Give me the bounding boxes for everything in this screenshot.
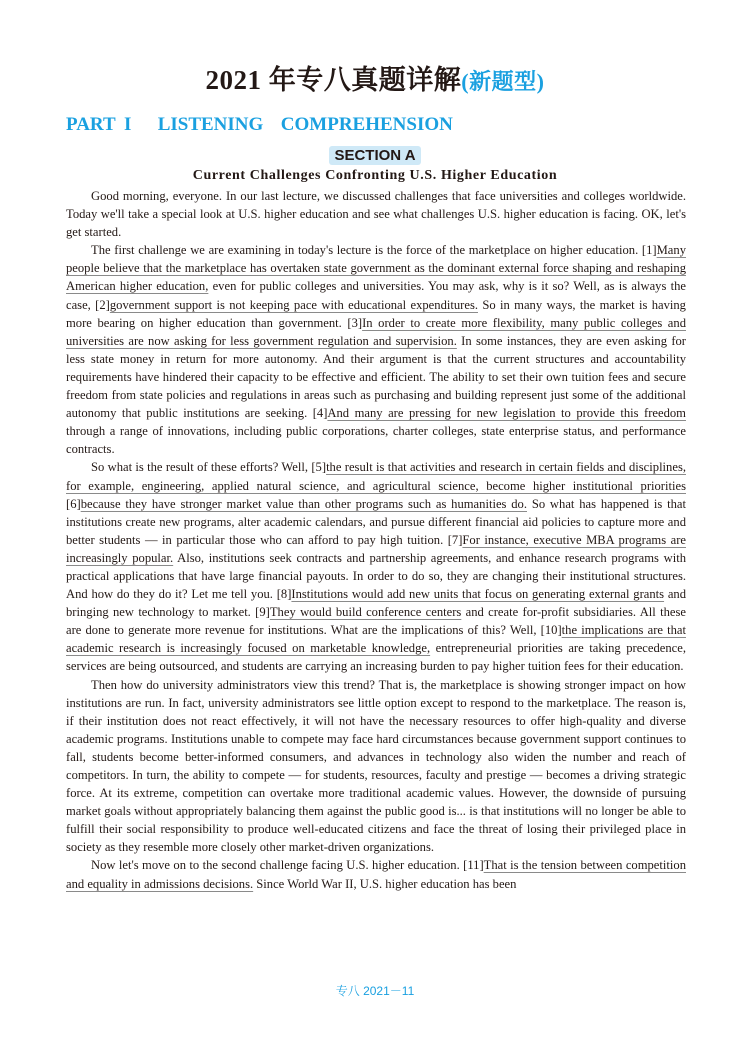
underlined-answer-text: They would build conference centers — [269, 605, 462, 620]
body-text: Also, institutions seek contracts and partnership agreements, and enhance research programs with practical applications that have large financial payouts. In order to do so, they are changing their institutional structures. And how do they do it? Let me tell you. [8] — [66, 550, 686, 602]
underlined-answer-text: That is the tension between competition and equality in admissions decisions. — [66, 858, 686, 891]
article-title: Current Challenges Confronting U.S. Higher Education — [192, 168, 558, 183]
body-text: The first challenge we are examining in today's lecture is the force of the marketplace on higher education. [1] — [91, 243, 657, 258]
body-text: even for public colleges and universities. You may ask, why is it so? Well, as is always the case, [2] — [66, 279, 686, 312]
body-text: entrepreneurial priorities are taking precedence, services are being outsourced, and students are carrying an increasing burden to pay higher tuition fees for their education. — [66, 641, 686, 674]
body-text: So what is the result of these efforts? Well, [5] — [91, 460, 327, 475]
article-body — [66, 187, 686, 893]
body-text: Since World War II, U.S. higher education has been — [253, 876, 517, 891]
page-title-sub: (新题型) — [461, 69, 545, 94]
underlined-answer-text: the result is that activities and research in certain fields and disciplines, for example, engineering, applied natural science, and agricultural science, become higher institutional priorities — [66, 460, 686, 493]
underlined-answer-text: For instance, executive MBA programs are increasingly popular. — [66, 532, 686, 565]
section-label — [0, 146, 750, 165]
body-text: through a range of innovations, including public corporations, charter colleges, state enterprise status, and performance contracts. — [66, 424, 686, 457]
underlined-answer-text: the implications are that academic research is increasingly focused on marketable knowledge, — [66, 623, 686, 656]
paragraph — [66, 187, 686, 241]
underlined-answer-text: And many are pressing for new legislation to provide this freedom — [327, 406, 686, 421]
underlined-answer-text: In order to create more flexibility, many public colleges and universities are now asking for less government regulation and supervision. — [66, 315, 686, 348]
body-text: In some instances, they are even asking for less state money in return for more autonomy. And their argument is that the current structures and accountability requirements have hindered their capacity to be effective and efficient. The ability to set their own tuition fees and secure freedom from state policies and regulations in areas such as purchasing and building represent just some of the additional autonomy that public institutions are seeking. [4] — [66, 333, 687, 421]
underlined-answer-text: Many people believe that the marketplace has overtaken state government as the dominant external force shaping and reshaping American higher education, — [66, 243, 686, 294]
body-text: So what has happened is that institutions create new programs, alter academic calendars, and pursue different financial aid policies to capture more and better students — in particular those who can afford to pay high tuition. [7] — [66, 496, 686, 547]
section-label-text: SECTION A — [329, 146, 420, 165]
body-text: and create for-profit subsidiaries. All these are done to generate more revenue for institutions. What are the implications of this? Well, [10] — [66, 605, 687, 638]
page-title — [0, 58, 750, 97]
underlined-answer-text: government support is not keeping pace with educational expenditures. — [109, 297, 478, 312]
paragraph — [66, 856, 686, 892]
paragraph — [66, 458, 686, 675]
paragraph — [66, 241, 686, 458]
body-text: So in many ways, the market is having more bearing on higher education than government. [3] — [66, 297, 686, 330]
part-heading: PART I LISTENING COMPREHENSION — [66, 114, 453, 135]
page-title-main: 2021 年专八真题详解 — [205, 65, 462, 95]
underlined-answer-text: because they have stronger market value than other programs such as humanities do. — [80, 496, 527, 511]
body-text: and bringing new technology to market. [9] — [66, 587, 687, 620]
body-text: Then how do university administrators view this trend? That is, the marketplace is showing stronger impact on how institutions are run. In fact, university administrators see little option except to respond to the marketplace. The reason is, if their institution does not react effectively, it will not have the necessary resources to offer high-quality and diverse academic programs. Institutions unable to compete may face hard circumstances because government support continues to fall, students become better-informed consumers, and advances in technology also widen the number and reach of competitors. In turn, the ability to compete — for students, resources, faculty and prestige — becomes a driving strategic force. At its extreme, competition can overtake more traditional academic values. However, the downside of pursuing market goals without appropriately balancing them against the public good is... is that institutions will no longer be able to fulfill their social responsibility to produce well-educated citizens and face the threat of losing their privileged place in society as they resemble more closely other market-driven organizations. — [66, 677, 686, 855]
page-number: 专八 2021－11 — [335, 984, 415, 998]
body-text: Good morning, everyone. In our last lecture, we discussed challenges that face universities and colleges worldwide. Today we'll take a special look at U.S. higher education and see what challenges U.S. higher education is facing. OK, let's get started. — [66, 189, 686, 240]
paragraph — [66, 676, 686, 857]
body-text: Now let's move on to the second challenge facing U.S. higher education. [11] — [91, 858, 484, 873]
underlined-answer-text: Institutions would add new units that focus on generating external grants — [291, 587, 665, 602]
body-text: [6] — [66, 496, 81, 511]
